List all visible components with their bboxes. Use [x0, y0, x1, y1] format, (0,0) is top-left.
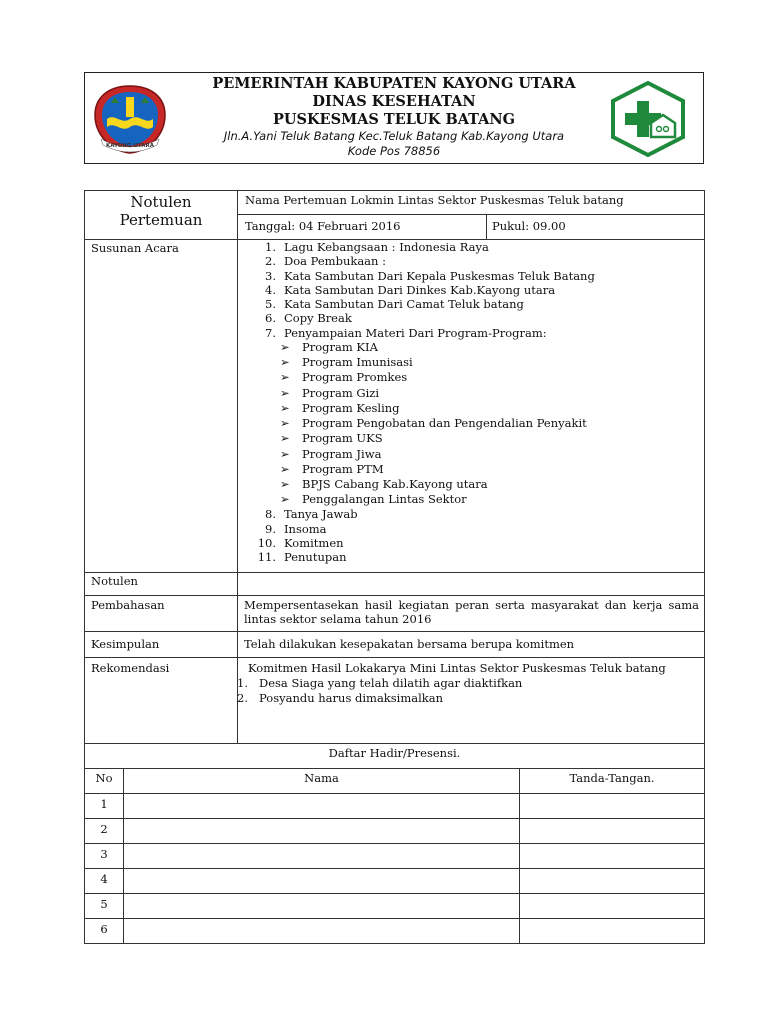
- pembahasan-line1: Mempersentasekan hasil kegiatan peran serta masyarakat dan kerja sama: [244, 598, 699, 612]
- program-text: Program Kesling: [302, 400, 400, 415]
- arrow-bullet-icon: ➢: [280, 355, 290, 370]
- agenda-item-6: [250, 311, 595, 325]
- title-line1: Notulen: [130, 193, 192, 211]
- agenda-list: [250, 240, 595, 565]
- program-text: Program Imunisasi: [302, 355, 413, 370]
- attendance-row-number: 4: [100, 872, 108, 886]
- agenda-text: Kata Sambutan Dari Kepala Puskesmas Teluk Batang: [284, 268, 595, 283]
- agenda-item-2: [250, 254, 595, 268]
- agenda-text: Penyampaian Materi Dari Program-Program:: [284, 325, 547, 340]
- attendance-row-number: 6: [100, 922, 108, 936]
- agenda-number: 3.: [265, 268, 276, 283]
- meeting-time: Pukul: 09.00: [492, 219, 566, 233]
- attendance-name-cell: [123, 793, 520, 819]
- header-puskesmas: PUSKESMAS TELUK BATANG: [272, 111, 516, 128]
- agenda-text: Komitmen: [284, 535, 344, 550]
- program-item-7: [250, 431, 595, 446]
- agenda-number: 11.: [257, 550, 276, 565]
- arrow-bullet-icon: ➢: [280, 385, 290, 400]
- pembahasan-label: Pembahasan: [91, 598, 165, 612]
- arrow-bullet-icon: ➢: [280, 400, 290, 415]
- notulen-label: Notulen: [91, 574, 138, 588]
- program-text: Program Jiwa: [302, 446, 382, 461]
- program-text: Program Pengobatan dan Pengendalian Penyakit: [302, 416, 587, 431]
- agenda-number: 7.: [265, 325, 276, 340]
- agenda-number: 8.: [265, 507, 276, 522]
- program-item-1: [250, 340, 595, 355]
- agenda-number: 2.: [265, 254, 276, 269]
- attendance-signature-cell: [519, 843, 705, 869]
- agenda-number: 10.: [257, 535, 276, 550]
- agenda-text: Tanya Jawab: [284, 507, 358, 522]
- agenda-number: 5.: [265, 297, 276, 312]
- puskesmas-logo: [609, 79, 687, 159]
- attendance-name-cell: [123, 818, 520, 844]
- agenda-number: 9.: [265, 521, 276, 536]
- arrow-bullet-icon: ➢: [280, 446, 290, 461]
- program-text: Penggalangan Lintas Sektor: [302, 492, 467, 507]
- title-line2: Pertemuan: [119, 211, 203, 229]
- program-text: Program Promkes: [302, 370, 408, 385]
- rekomendasi-item-1-num: 1.: [237, 676, 248, 690]
- program-item-9: [250, 462, 595, 477]
- attendance-row-number: 5: [100, 897, 108, 911]
- meeting-name: Nama Pertemuan Lokmin Lintas Sektor Puskesmas Teluk batang: [245, 193, 624, 207]
- attendance-name-cell: [123, 843, 520, 869]
- header-department: DINAS KESEHATAN: [312, 93, 476, 110]
- program-text: Program UKS: [302, 431, 383, 446]
- program-item-4: [250, 386, 595, 401]
- letterhead: [84, 72, 704, 164]
- meeting-date: Tanggal: 04 Februari 2016: [245, 219, 401, 233]
- arrow-bullet-icon: ➢: [280, 492, 290, 507]
- program-item-2: [250, 355, 595, 370]
- attendance-signature-cell: [519, 893, 705, 919]
- attendance-row-number: 3: [100, 847, 108, 861]
- agenda-item-3: [250, 269, 595, 283]
- kesimpulan-label: Kesimpulan: [91, 637, 160, 651]
- agenda-item-9: [250, 522, 595, 536]
- arrow-bullet-icon: ➢: [280, 431, 290, 446]
- agenda-text: Penutupan: [284, 550, 347, 565]
- rekomendasi-intro: Komitmen Hasil Lokakarya Mini Lintas Sektor Puskesmas Teluk batang: [248, 661, 666, 675]
- pembahasan-line2: lintas sektor selama tahun 2016: [244, 612, 432, 626]
- notulen-value-cell: [237, 572, 705, 596]
- attendance-header-nama: Nama: [304, 771, 339, 785]
- program-item-10: [250, 477, 595, 492]
- attendance-header-ttd: Tanda-Tangan.: [569, 771, 655, 785]
- program-text: Program PTM: [302, 461, 384, 476]
- attendance-signature-cell: [519, 793, 705, 819]
- agenda-number: 6.: [265, 311, 276, 326]
- attendance-row-number: 1: [100, 797, 108, 811]
- attendance-row-number: 2: [100, 822, 108, 836]
- arrow-bullet-icon: ➢: [280, 476, 290, 491]
- program-item-8: [250, 447, 595, 462]
- program-item-11: [250, 492, 595, 507]
- rekomendasi-item-1: Desa Siaga yang telah dilatih agar diaktifkan: [259, 676, 523, 690]
- attendance-name-cell: [123, 893, 520, 919]
- attendance-signature-cell: [519, 818, 705, 844]
- program-text: Program Gizi: [302, 385, 380, 400]
- arrow-bullet-icon: ➢: [280, 340, 290, 355]
- attendance-signature-cell: [519, 868, 705, 894]
- arrow-bullet-icon: ➢: [280, 370, 290, 385]
- attendance-header-no: No: [95, 771, 113, 785]
- program-text: Program KIA: [302, 340, 378, 355]
- rekomendasi-item-2: Posyandu harus dimaksimalkan: [259, 691, 444, 705]
- emblem-text: KAYONG UTARA: [105, 143, 155, 149]
- kesimpulan-value: Telah dilakukan kesepakatan bersama berupa komitmen: [244, 637, 575, 651]
- agenda-item-11: [250, 550, 595, 564]
- header-postcode: Kode Pos 78856: [347, 144, 441, 158]
- attendance-name-cell: [123, 868, 520, 894]
- agenda-item-1: [250, 240, 595, 254]
- arrow-bullet-icon: ➢: [280, 416, 290, 431]
- agenda-text: Doa Pembukaan :: [284, 254, 386, 269]
- agenda-label: Susunan Acara: [91, 241, 179, 255]
- agenda-item-10: [250, 536, 595, 550]
- attendance-title: Daftar Hadir/Presensi.: [328, 746, 461, 760]
- agenda-number: 1.: [265, 240, 276, 254]
- program-item-6: [250, 416, 595, 431]
- agenda-item-7: [250, 326, 595, 340]
- agenda-item-8: [250, 507, 595, 521]
- program-text: BPJS Cabang Kab.Kayong utara: [302, 476, 488, 491]
- program-item-3: [250, 370, 595, 385]
- agenda-label-cell: [84, 239, 238, 573]
- agenda-text: Kata Sambutan Dari Dinkes Kab.Kayong utara: [284, 282, 556, 297]
- agenda-text: Insoma: [284, 521, 327, 536]
- program-item-5: [250, 401, 595, 416]
- agenda-text: Kata Sambutan Dari Camat Teluk batang: [284, 297, 524, 312]
- agenda-number: 4.: [265, 282, 276, 297]
- header-address: Jln.A.Yani Teluk Batang Kec.Teluk Batang Kab.Kayong Utara: [223, 129, 565, 143]
- rekomendasi-item-2-num: 2.: [237, 691, 248, 705]
- attendance-signature-cell: [519, 918, 705, 944]
- agenda-text: Copy Break: [284, 311, 352, 326]
- arrow-bullet-icon: ➢: [280, 461, 290, 476]
- agenda-item-4: [250, 283, 595, 297]
- agenda-text: Lagu Kebangsaan : Indonesia Raya: [284, 240, 489, 254]
- rekomendasi-label: Rekomendasi: [91, 661, 170, 675]
- agenda-item-5: [250, 297, 595, 311]
- attendance-name-cell: [123, 918, 520, 944]
- header-government: PEMERINTAH KABUPATEN KAYONG UTARA: [212, 75, 576, 92]
